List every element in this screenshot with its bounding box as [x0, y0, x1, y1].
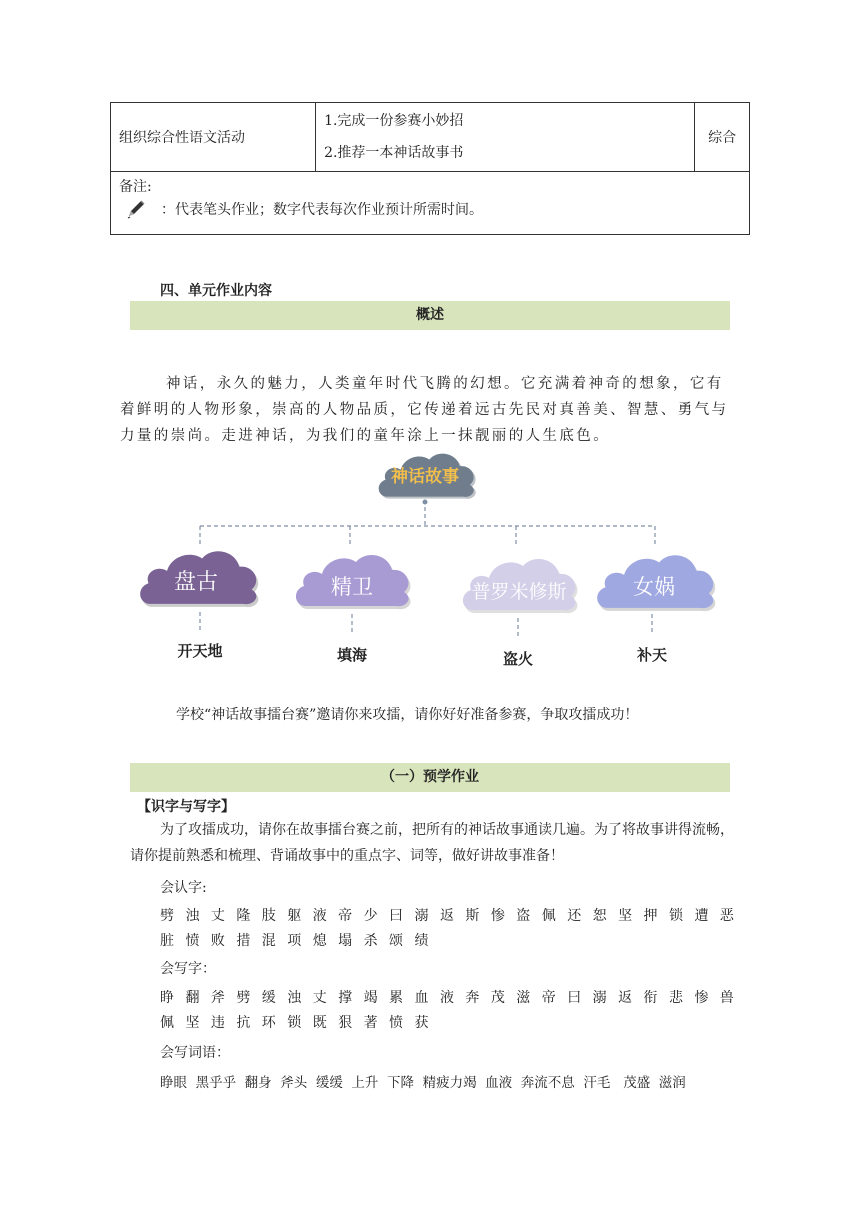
homework-table: [110, 102, 750, 235]
task-item: 1.完成一份参赛小妙招: [324, 113, 464, 129]
intro-paragraph: [120, 371, 740, 449]
literacy-intro-text: 为了攻擂成功，请你在故事擂台赛之前，把所有的神话故事通读几遍。为了将故事讲得流畅，请你提前熟悉和梳理、背诵故事中的重点字、词等，做好讲故事准备！: [130, 822, 734, 864]
child-name: 普罗米修斯: [471, 581, 567, 603]
recognize-label: 会认字:: [160, 880, 207, 896]
literacy-intro: [130, 817, 740, 869]
note-cell: [111, 172, 750, 235]
connector-lines: [200, 500, 655, 638]
section-title: 四、单元作业内容: [160, 283, 272, 299]
write-chars: [160, 986, 740, 1036]
intro-text: 神话，永久的魅力，人类童年时代飞腾的幻想。它充满着神奇的想象，它有着鲜明的人物形象，崇高的人物品质，它传递着远古先民对真善美、智慧、勇气与力量的崇尚。走进神话，为我们的童年涂上一抹靓丽的人生底色。: [120, 376, 729, 444]
myth-cloud-diagram: [130, 446, 730, 682]
child-name: 盘古: [173, 570, 219, 595]
note-label: 备注:: [119, 179, 152, 195]
table-row: [111, 103, 750, 172]
root-cloud: [379, 454, 476, 499]
note-line: [119, 198, 741, 220]
overview-bar: 概述: [130, 301, 730, 330]
child-cloud-nuwa: [597, 555, 715, 611]
deed-label: 填海: [336, 646, 368, 664]
child-cloud-jingwei: [296, 555, 411, 609]
root-label: 神话故事: [391, 467, 459, 487]
child-name: 女娲: [633, 575, 675, 599]
words-label: 会写词语：: [160, 1045, 230, 1061]
task-item: 2.推荐一本神话故事书: [324, 145, 464, 161]
child-cloud-pangu: [140, 551, 258, 607]
recognize-chars: [160, 904, 740, 954]
challenge-text: 学校“神话故事擂台赛”邀请你来攻擂，请你好好准备参赛，争取攻擂成功！: [176, 707, 639, 723]
deed-label: 开天地: [177, 642, 223, 660]
deed-label: 盗火: [502, 650, 534, 668]
prestudy-bar: （一）预学作业: [130, 763, 730, 792]
words-list: 睁眼 黑乎乎 翻身 斧头 缓缓 上升 下降 精疲力竭 血液 奔流不息 汗毛 茂盛 滋润: [160, 1075, 686, 1091]
write-label: 会写字：: [160, 961, 216, 977]
child-cloud-prometheus: [463, 559, 578, 613]
literacy-heading: 【识字与写字】: [137, 799, 235, 815]
tasks-cell: [316, 103, 695, 172]
recognize-chars-text: 劈 浊 丈 隆 肢 躯 液 帝 少 曰 溺 返 斯 惨 盗 佩 还 恕 坚 押 锁 遭 恶 脏 愤 败 措 混 项 熄 塌 杀 颂 绩: [160, 908, 735, 949]
type-cell: 综合: [695, 103, 750, 172]
note-text: ：代表笔头作业；数字代表每次作业预计所需时间。: [161, 202, 483, 218]
write-chars-text: 睁 翻 斧 劈 缓 浊 丈 撑 竭 累 血 液 奔 茂 滋 帝 曰 溺 返 衔 悲 惨 兽 佩 坚 违 抗 环 锁 既 狠 著 愤 获: [160, 990, 735, 1031]
deed-label: 补天: [636, 646, 668, 664]
child-name: 精卫: [331, 575, 373, 599]
pen-icon: [125, 198, 147, 220]
table-row: [111, 172, 750, 235]
activity-cell: 组织综合性语文活动: [111, 103, 316, 172]
